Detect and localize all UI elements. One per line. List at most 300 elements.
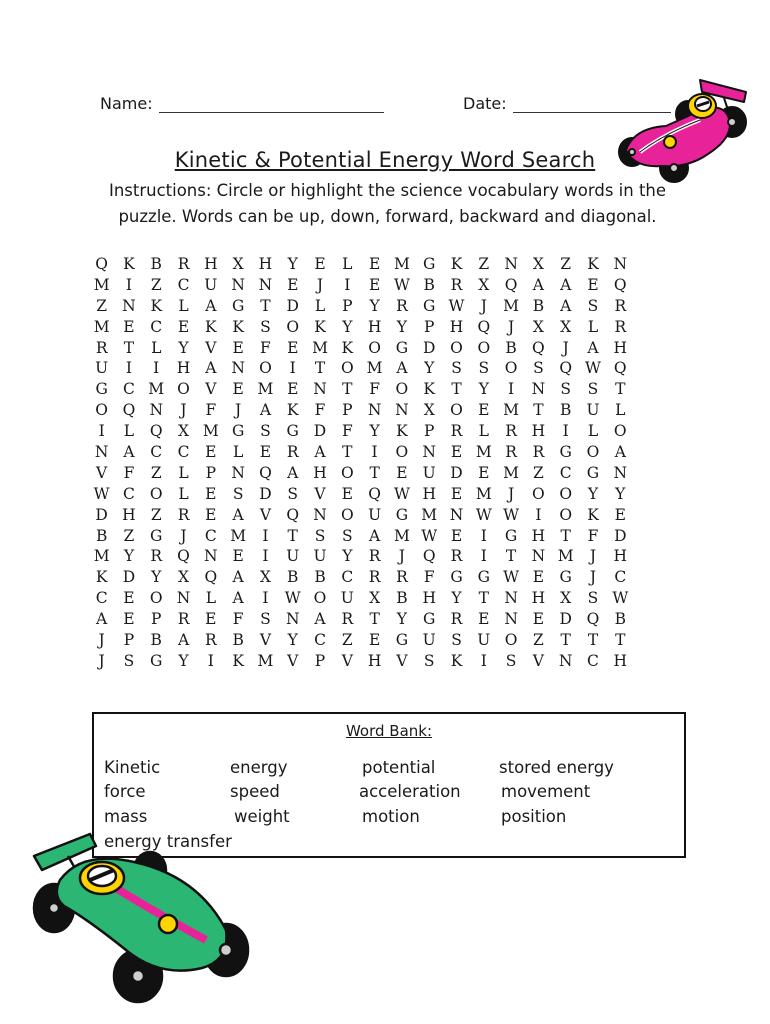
grid-letter[interactable]: Q	[95, 255, 108, 273]
grid-letter[interactable]: E	[232, 547, 244, 566]
grid-letter[interactable]: L	[178, 463, 189, 482]
grid-letter[interactable]: Y	[396, 317, 408, 336]
name-blank-line[interactable]	[159, 98, 384, 113]
grid-letter[interactable]: W	[475, 505, 492, 524]
grid-letter[interactable]: A	[287, 463, 299, 482]
grid-letter[interactable]: Z	[341, 631, 353, 650]
grid-letter[interactable]: N	[285, 610, 300, 629]
grid-letter[interactable]: G	[423, 255, 436, 273]
grid-letter[interactable]: Q	[613, 359, 627, 378]
grid-letter[interactable]: Q	[477, 317, 491, 336]
grid-letter[interactable]: V	[314, 484, 326, 503]
grid-letter[interactable]: R	[505, 443, 517, 462]
grid-letter[interactable]: S	[451, 631, 462, 650]
grid-letter[interactable]: S	[478, 359, 490, 378]
grid-letter[interactable]: A	[123, 443, 135, 462]
grid-letter[interactable]: Z	[150, 275, 162, 294]
grid-letter[interactable]: Y	[342, 317, 353, 336]
grid-letter[interactable]: G	[559, 443, 572, 462]
grid-letter[interactable]: D	[286, 296, 299, 315]
grid-letter[interactable]: Q	[177, 547, 190, 566]
grid-letter[interactable]: K	[232, 317, 244, 336]
grid-letter[interactable]: E	[287, 380, 299, 399]
grid-letter[interactable]: H	[422, 484, 436, 503]
grid-letter[interactable]: N	[231, 359, 245, 378]
grid-letter[interactable]: R	[177, 505, 190, 524]
grid-letter[interactable]: M	[393, 255, 410, 273]
grid-letter[interactable]: W	[393, 484, 410, 503]
grid-letter[interactable]: A	[614, 443, 626, 462]
grid-letter[interactable]: O	[340, 505, 354, 524]
grid-letter[interactable]: U	[204, 275, 218, 294]
grid-letter[interactable]: O	[450, 401, 463, 420]
grid-letter[interactable]: G	[150, 651, 163, 670]
grid-letter[interactable]: T	[615, 380, 626, 399]
grid-letter[interactable]: S	[451, 359, 462, 378]
grid-letter[interactable]: J	[398, 547, 406, 566]
grid-letter[interactable]: X	[560, 589, 572, 608]
grid-letter[interactable]: O	[368, 338, 381, 357]
grid-letter[interactable]: J	[98, 631, 105, 650]
grid-letter[interactable]: V	[259, 505, 272, 524]
grid-letter[interactable]: P	[151, 610, 162, 629]
grid-letter[interactable]: O	[313, 589, 327, 608]
grid-letter[interactable]: H	[422, 589, 436, 608]
grid-letter[interactable]: H	[258, 255, 273, 273]
grid-letter[interactable]: E	[478, 463, 490, 482]
grid-letter[interactable]: B	[560, 401, 572, 420]
grid-letter[interactable]: E	[396, 463, 408, 482]
grid-letter[interactable]: I	[125, 275, 132, 294]
grid-letter[interactable]: M	[475, 484, 492, 503]
grid-letter[interactable]: E	[177, 317, 190, 336]
grid-letter[interactable]: S	[123, 651, 135, 670]
grid-letter[interactable]: K	[286, 401, 299, 420]
grid-letter[interactable]: K	[396, 422, 408, 441]
grid-letter[interactable]: P	[423, 317, 435, 336]
grid-letter[interactable]: X	[423, 401, 435, 420]
grid-letter[interactable]: A	[232, 568, 244, 587]
grid-letter[interactable]: Z	[150, 505, 162, 524]
grid-letter[interactable]: Q	[149, 422, 163, 441]
grid-letter[interactable]: P	[342, 296, 353, 315]
grid-letter[interactable]: D	[95, 505, 108, 524]
grid-letter[interactable]: E	[205, 505, 217, 524]
grid-letter[interactable]: H	[531, 589, 546, 608]
grid-letter[interactable]: U	[368, 505, 382, 524]
grid-letter[interactable]: E	[450, 526, 463, 545]
grid-letter[interactable]: A	[587, 338, 599, 357]
grid-letter[interactable]: C	[614, 568, 627, 587]
grid-letter[interactable]: T	[560, 631, 571, 650]
grid-letter[interactable]: M	[202, 422, 219, 441]
grid-letter[interactable]: B	[95, 526, 108, 545]
grid-letter[interactable]: J	[507, 484, 515, 503]
grid-letter[interactable]: D	[313, 422, 327, 441]
grid-letter[interactable]: G	[395, 338, 409, 357]
grid-letter[interactable]: X	[369, 589, 381, 608]
grid-letter[interactable]: I	[98, 422, 105, 441]
grid-letter[interactable]: R	[505, 422, 517, 441]
grid-letter[interactable]: V	[287, 651, 299, 670]
grid-letter[interactable]: D	[450, 463, 463, 482]
grid-letter[interactable]: C	[150, 317, 163, 336]
grid-letter[interactable]: F	[314, 401, 326, 420]
grid-letter[interactable]: K	[450, 651, 463, 670]
grid-letter[interactable]: R	[150, 547, 163, 566]
grid-letter[interactable]: J	[562, 338, 569, 357]
grid-letter[interactable]: R	[450, 275, 463, 294]
grid-letter[interactable]: E	[287, 338, 299, 357]
grid-letter[interactable]: V	[205, 338, 217, 357]
grid-letter[interactable]: Z	[533, 631, 544, 650]
grid-letter[interactable]: L	[151, 338, 162, 357]
grid-letter[interactable]: Q	[422, 547, 436, 566]
grid-letter[interactable]: K	[205, 317, 217, 336]
grid-letter[interactable]: P	[123, 631, 135, 650]
grid-letter[interactable]: S	[232, 484, 244, 503]
grid-letter[interactable]: G	[150, 526, 163, 545]
grid-letter[interactable]: G	[586, 463, 600, 482]
grid-letter[interactable]: C	[150, 443, 163, 462]
grid-letter[interactable]: X	[232, 255, 244, 273]
grid-letter[interactable]: H	[613, 338, 628, 357]
grid-letter[interactable]: F	[587, 526, 599, 545]
grid-letter[interactable]: I	[262, 589, 269, 608]
grid-letter[interactable]: L	[123, 422, 135, 441]
grid-letter[interactable]: T	[123, 338, 135, 357]
grid-letter[interactable]: E	[368, 275, 381, 294]
grid-letter[interactable]: O	[504, 359, 518, 378]
grid-letter[interactable]: D	[614, 526, 627, 545]
grid-letter[interactable]: S	[260, 422, 271, 441]
grid-letter[interactable]: R	[450, 422, 463, 441]
grid-letter[interactable]: N	[613, 463, 628, 482]
grid-letter[interactable]: F	[205, 401, 217, 420]
grid-letter[interactable]: N	[149, 401, 164, 420]
grid-letter[interactable]: W	[612, 589, 629, 608]
grid-letter[interactable]: Y	[123, 547, 135, 566]
grid-letter[interactable]: Q	[504, 275, 518, 294]
grid-letter[interactable]: N	[613, 255, 628, 273]
grid-letter[interactable]: Y	[451, 589, 462, 608]
grid-letter[interactable]: X	[178, 422, 190, 441]
grid-letter[interactable]: W	[503, 505, 520, 524]
grid-letter[interactable]: T	[587, 631, 599, 650]
grid-letter[interactable]: T	[260, 296, 271, 315]
grid-letter[interactable]: D	[559, 610, 572, 629]
grid-letter[interactable]: J	[180, 526, 187, 545]
grid-letter[interactable]: A	[314, 443, 326, 462]
grid-letter[interactable]: M	[148, 380, 165, 399]
grid-letter[interactable]: E	[259, 443, 272, 462]
grid-letter[interactable]: T	[342, 380, 353, 399]
grid-letter[interactable]: N	[504, 255, 518, 273]
grid-letter[interactable]: E	[205, 443, 217, 462]
grid-letter[interactable]: I	[289, 359, 296, 378]
grid-letter[interactable]: O	[286, 317, 300, 336]
grid-letter[interactable]: F	[369, 380, 380, 399]
grid-letter[interactable]: C	[587, 651, 599, 670]
grid-letter[interactable]: N	[558, 651, 573, 670]
grid-letter[interactable]: U	[586, 401, 600, 420]
grid-letter[interactable]: K	[123, 255, 135, 273]
grid-letter[interactable]: F	[341, 422, 353, 441]
grid-letter[interactable]: R	[450, 610, 463, 629]
grid-letter[interactable]: T	[533, 401, 544, 420]
grid-letter[interactable]: M	[93, 275, 110, 294]
grid-letter[interactable]: H	[176, 359, 191, 378]
grid-letter[interactable]: U	[286, 547, 300, 566]
grid-letter[interactable]: T	[451, 380, 462, 399]
grid-letter[interactable]: W	[585, 359, 601, 378]
grid-letter[interactable]: K	[95, 568, 108, 587]
grid-letter[interactable]: Y	[369, 422, 380, 441]
grid-letter[interactable]: C	[559, 463, 572, 482]
grid-letter[interactable]: G	[286, 422, 299, 441]
grid-letter[interactable]: E	[287, 275, 299, 294]
grid-letter[interactable]: R	[177, 610, 190, 629]
grid-letter[interactable]: M	[393, 526, 410, 545]
grid-letter[interactable]: G	[395, 631, 409, 650]
grid-letter[interactable]: E	[368, 631, 381, 650]
grid-letter[interactable]: R	[205, 631, 217, 650]
grid-letter[interactable]: Q	[204, 568, 218, 587]
grid-letter[interactable]: D	[259, 484, 272, 503]
grid-letter[interactable]: W	[284, 589, 301, 608]
grid-letter[interactable]: B	[532, 296, 545, 315]
grid-letter[interactable]: I	[480, 651, 487, 670]
grid-letter[interactable]: U	[340, 589, 354, 608]
grid-letter[interactable]: E	[232, 380, 244, 399]
grid-letter[interactable]: B	[314, 568, 326, 587]
grid-letter[interactable]: D	[122, 568, 136, 587]
grid-letter[interactable]: C	[177, 275, 190, 294]
grid-letter[interactable]: A	[205, 296, 217, 315]
grid-letter[interactable]: A	[396, 359, 408, 378]
grid-letter[interactable]: I	[480, 526, 487, 545]
grid-letter[interactable]: K	[341, 338, 354, 357]
grid-letter[interactable]: H	[531, 422, 546, 441]
grid-letter[interactable]: M	[421, 505, 438, 524]
grid-letter[interactable]: Q	[122, 401, 136, 420]
grid-letter[interactable]: O	[450, 338, 463, 357]
grid-letter[interactable]: Y	[369, 296, 380, 315]
grid-letter[interactable]: K	[587, 255, 599, 273]
grid-letter[interactable]: R	[450, 547, 463, 566]
grid-letter[interactable]: R	[532, 443, 545, 462]
grid-letter[interactable]: E	[205, 484, 217, 503]
grid-letter[interactable]: N	[258, 275, 273, 294]
grid-letter[interactable]: Y	[396, 610, 408, 629]
grid-letter[interactable]: T	[287, 526, 298, 545]
grid-letter[interactable]: O	[340, 463, 354, 482]
grid-letter[interactable]: J	[180, 401, 187, 420]
grid-letter[interactable]: U	[422, 463, 436, 482]
grid-letter[interactable]: A	[560, 275, 572, 294]
grid-letter[interactable]: N	[204, 547, 218, 566]
grid-letter[interactable]: E	[450, 443, 463, 462]
grid-letter[interactable]: M	[366, 359, 383, 378]
grid-letter[interactable]: D	[422, 338, 436, 357]
grid-letter[interactable]: N	[122, 296, 136, 315]
grid-letter[interactable]: M	[257, 651, 274, 670]
grid-letter[interactable]: B	[396, 589, 408, 608]
grid-letter[interactable]: C	[123, 380, 135, 399]
grid-letter[interactable]: E	[123, 589, 135, 608]
grid-letter[interactable]: L	[178, 484, 189, 503]
grid-letter[interactable]: S	[587, 589, 599, 608]
grid-letter[interactable]: S	[505, 651, 517, 670]
grid-letter[interactable]: S	[342, 526, 353, 545]
grid-letter[interactable]: X	[532, 317, 544, 336]
grid-letter[interactable]: S	[423, 651, 435, 670]
grid-letter[interactable]: P	[342, 401, 353, 420]
grid-letter[interactable]: O	[395, 443, 409, 462]
grid-letter[interactable]: N	[94, 443, 109, 462]
grid-letter[interactable]: F	[232, 610, 244, 629]
grid-letter[interactable]: I	[562, 422, 569, 441]
grid-letter[interactable]: Y	[178, 338, 189, 357]
grid-letter[interactable]: N	[313, 505, 327, 524]
grid-letter[interactable]: M	[503, 296, 520, 315]
grid-letter[interactable]: B	[505, 338, 517, 357]
grid-letter[interactable]: I	[125, 359, 132, 378]
grid-letter[interactable]: E	[123, 610, 135, 629]
grid-letter[interactable]: O	[504, 631, 518, 650]
grid-letter[interactable]: N	[504, 610, 518, 629]
grid-letter[interactable]: T	[314, 359, 326, 378]
grid-letter[interactable]: J	[235, 401, 242, 420]
grid-letter[interactable]: O	[149, 484, 163, 503]
grid-letter[interactable]: T	[478, 589, 489, 608]
grid-letter[interactable]: X	[478, 275, 490, 294]
grid-letter[interactable]: E	[341, 484, 353, 503]
grid-letter[interactable]: O	[613, 422, 627, 441]
grid-letter[interactable]: R	[396, 296, 408, 315]
grid-letter[interactable]: S	[260, 610, 271, 629]
grid-letter[interactable]: V	[341, 651, 353, 670]
grid-letter[interactable]: B	[232, 631, 244, 650]
grid-letter[interactable]: I	[262, 547, 269, 566]
grid-letter[interactable]: Y	[151, 568, 162, 587]
grid-letter[interactable]: Q	[286, 505, 300, 524]
grid-letter[interactable]: H	[613, 547, 628, 566]
grid-letter[interactable]: P	[205, 463, 217, 482]
grid-letter[interactable]: F	[423, 568, 435, 587]
grid-letter[interactable]: G	[450, 568, 463, 587]
grid-letter[interactable]: G	[423, 610, 436, 629]
grid-letter[interactable]: Q	[586, 610, 600, 629]
grid-letter[interactable]: Z	[96, 296, 108, 315]
grid-letter[interactable]: S	[314, 526, 326, 545]
grid-letter[interactable]: G	[477, 568, 490, 587]
grid-letter[interactable]: L	[587, 422, 599, 441]
grid-letter[interactable]: B	[423, 275, 435, 294]
grid-letter[interactable]: T	[369, 463, 380, 482]
grid-letter[interactable]: I	[262, 526, 269, 545]
grid-letter[interactable]: W	[503, 568, 520, 587]
grid-letter[interactable]: V	[96, 463, 108, 482]
grid-letter[interactable]: H	[531, 526, 546, 545]
grid-letter[interactable]: V	[205, 380, 217, 399]
grid-letter[interactable]: N	[395, 401, 409, 420]
grid-letter[interactable]: K	[232, 651, 244, 670]
grid-letter[interactable]: I	[371, 443, 378, 462]
grid-letter[interactable]: V	[259, 631, 272, 650]
grid-letter[interactable]: V	[532, 651, 544, 670]
grid-letter[interactable]: E	[478, 401, 490, 420]
grid-letter[interactable]: G	[559, 568, 572, 587]
grid-letter[interactable]: C	[177, 443, 190, 462]
grid-letter[interactable]: S	[260, 317, 271, 336]
grid-letter[interactable]: A	[205, 359, 217, 378]
grid-letter[interactable]: N	[367, 401, 382, 420]
grid-letter[interactable]: B	[614, 610, 626, 629]
grid-letter[interactable]: T	[505, 547, 517, 566]
grid-letter[interactable]: E	[123, 317, 135, 336]
grid-letter[interactable]: M	[230, 526, 247, 545]
grid-letter[interactable]: Q	[613, 275, 627, 294]
grid-letter[interactable]: X	[178, 568, 190, 587]
grid-letter[interactable]: E	[532, 610, 545, 629]
grid-letter[interactable]: V	[396, 651, 408, 670]
grid-letter[interactable]: K	[450, 255, 463, 273]
grid-letter[interactable]: U	[477, 631, 491, 650]
grid-letter[interactable]: E	[450, 484, 463, 503]
grid-letter[interactable]: C	[204, 526, 217, 545]
grid-letter[interactable]: H	[313, 463, 327, 482]
grid-letter[interactable]: G	[231, 296, 245, 315]
grid-letter[interactable]: X	[259, 568, 271, 587]
grid-letter[interactable]: R	[368, 547, 381, 566]
grid-letter[interactable]: O	[559, 505, 573, 524]
grid-letter[interactable]: K	[587, 505, 599, 524]
grid-letter[interactable]: Y	[287, 255, 298, 273]
grid-letter[interactable]: E	[587, 275, 599, 294]
grid-letter[interactable]: P	[423, 422, 435, 441]
grid-letter[interactable]: Y	[587, 484, 599, 503]
grid-letter[interactable]: Y	[478, 380, 489, 399]
grid-letter[interactable]: H	[367, 317, 382, 336]
grid-letter[interactable]: R	[341, 610, 354, 629]
grid-letter[interactable]: R	[286, 443, 299, 462]
grid-letter[interactable]: N	[449, 505, 464, 524]
grid-letter[interactable]: L	[342, 255, 353, 273]
grid-letter[interactable]: O	[259, 359, 272, 378]
grid-letter[interactable]: M	[475, 443, 492, 462]
grid-letter[interactable]: M	[503, 401, 520, 420]
grid-letter[interactable]: Y	[342, 547, 353, 566]
grid-letter[interactable]: H	[122, 505, 136, 524]
grid-letter[interactable]: L	[178, 296, 189, 315]
grid-letter[interactable]: E	[314, 255, 326, 273]
grid-letter[interactable]: J	[316, 275, 324, 294]
grid-letter[interactable]: Z	[123, 526, 135, 545]
grid-letter[interactable]: O	[95, 401, 108, 420]
grid-letter[interactable]: W	[448, 296, 465, 315]
grid-letter[interactable]: M	[257, 380, 274, 399]
grid-letter[interactable]: L	[587, 317, 599, 336]
grid-letter[interactable]: A	[314, 610, 326, 629]
grid-letter[interactable]: I	[480, 547, 487, 566]
grid-letter[interactable]: K	[423, 380, 435, 399]
grid-letter[interactable]: I	[344, 275, 351, 294]
grid-letter[interactable]: L	[232, 443, 244, 462]
grid-letter[interactable]: H	[449, 317, 464, 336]
grid-letter[interactable]: K	[150, 296, 163, 315]
grid-letter[interactable]: O	[149, 589, 163, 608]
